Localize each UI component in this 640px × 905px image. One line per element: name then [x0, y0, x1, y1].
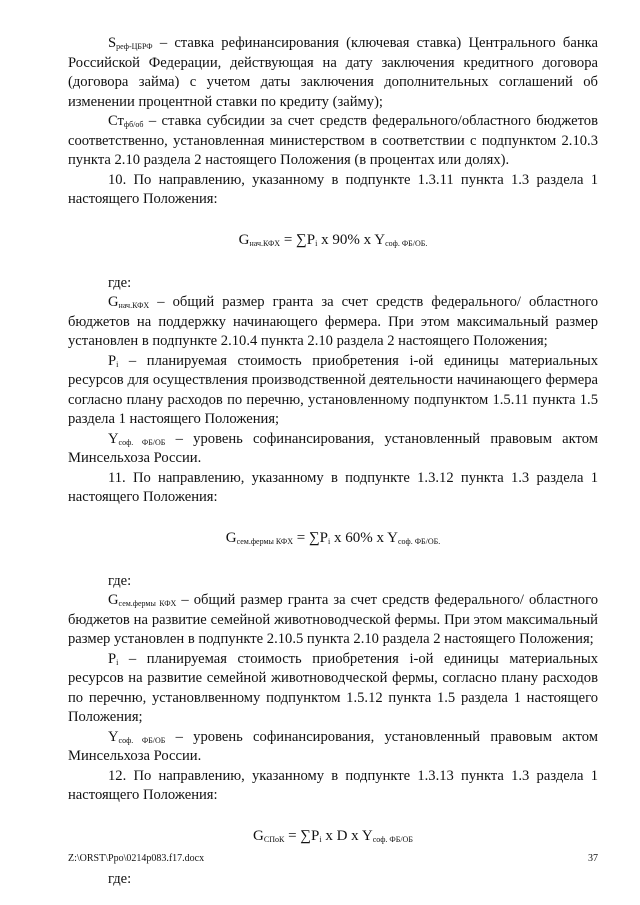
section-11-intro: 11. По направлению, указанному в подпункте 1.3.12 пункта 1.3 раздела 1 настоящего Положения:: [68, 469, 598, 505]
where-label: где:: [108, 870, 132, 887]
section-10-intro: 10. По направлению, указанному в подпункте 1.3.11 пункта 1.3 раздела 1 настоящего Положения:: [68, 171, 598, 207]
definition-y-cofinancing: $Y_{соф. ФБ/ОБ}$ – уровень софинансирования, установленный правовым актом Минсельхоза России.: [68, 728, 598, 764]
where-label: где:: [108, 274, 132, 291]
definition-pi: $P_i$ – планируемая стоимость приобретения i-ой единицы материальных ресурсов на развитие семейной животноводческой фермы, согласно плану расходов по перечню, установлвенному подпунктом 1.5.12 пункта 1.5 раздела 1 настоящего Положения;: [68, 650, 598, 725]
definition-st-subsidy: $Ст_{фб/об}$ – ставка субсидии за счет средств федерального/областного бюджетов соответственно, установленная министерством в соответствии с подпунктом 2.10.3 пункта 2.10 раздела 2 настоящего Положения (в процентах или долях).: [68, 113, 598, 168]
formula-grant-spok: $G_{СПоК} = \sum P_i$ x D x $Y_{соф. ФБ/ОБ}$: [253, 827, 413, 844]
definition-pi: $P_i$ – планируемая стоимость приобретения i-ой единицы материальных ресурсов для осуществления производственной деятельности начинающего фермера согласно плану расходов по перечню, установленному подпунктом 1.5.11 пункта 1.5 раздела 1 настоящего Положения;: [68, 352, 598, 427]
definition-g-family-farm: $G_{сем.фермы КФХ}$ – общий размер гранта за счет средств федерального/ областного бюджетов на развитие семейной животноводческой фермы. При этом максимальный размер установлен в подпункте 2.10.5 пункта 2.10 раздела 2 настоящего Положения;: [68, 592, 598, 647]
where-label: где:: [108, 572, 132, 589]
section-12-intro: 12. По направлению, указанному в подпункте 1.3.13 пункта 1.3 раздела 1 настоящего Положения:: [68, 767, 598, 803]
definition-y-cofinancing: $Y_{соф. ФБ/ОБ}$ – уровень софинансирования, установленный правовым актом Минсельхоза России.: [68, 430, 598, 466]
definition-s-ref: $S_{реф-ЦБРФ}$ – ставка рефинансирования (ключевая ставка) Центрального банка Российской Федерации, действующая на дату заключения кредитного договора (договора займа) с учетом даты заключения дополнительных соглашений об изменении процентной ставки по кредиту (займу);: [68, 35, 598, 110]
page-number: 37: [588, 853, 598, 864]
page-footer: [68, 853, 598, 864]
definition-g-start-farmer: $G_{нач.КФХ}$ – общий размер гранта за счет средств федерального/ областного бюджетов на поддержку начинающего фермера. При этом максимальный размер установлен в подпункте 2.10.4 пункта 2.10 раздела 2 настоящего Положения;: [68, 294, 598, 349]
formula-grant-family-farm: $G_{сем.фермы КФХ} = \sum P_i$ x 60% x $Y_{соф. ФБ/ОБ.}$: [225, 529, 441, 546]
file-path: Z:\ORST\Ppo\0214p083.f17.docx: [68, 853, 205, 864]
document-page: [68, 34, 598, 889]
formula-grant-start-farmer: $G_{нач.КФХ} = \sum P_i$ x 90% x $Y_{соф. ФБ/ОБ.}$: [238, 231, 428, 248]
